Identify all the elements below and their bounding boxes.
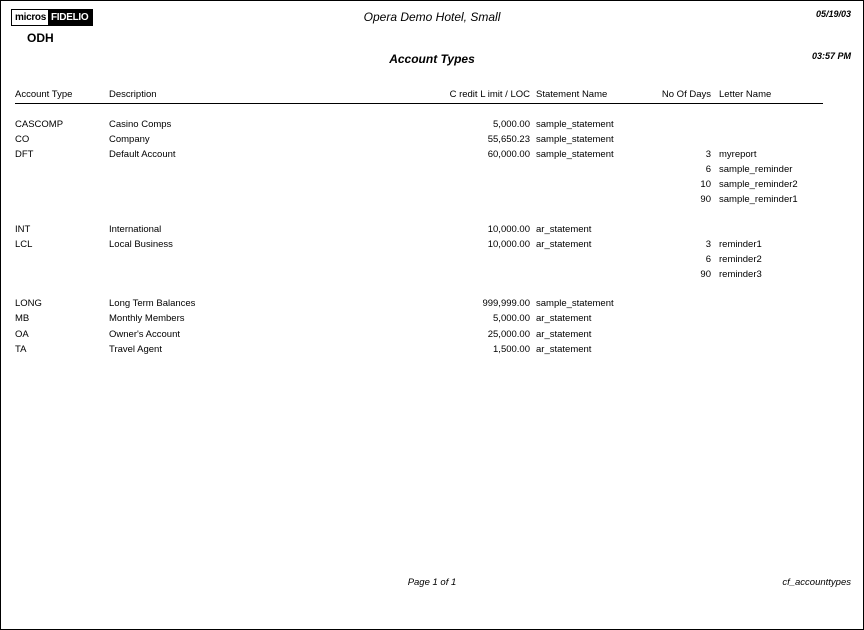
cell-description: Owner's Account	[109, 329, 180, 340]
table-row	[15, 134, 823, 149]
table-row	[15, 344, 823, 359]
cell-statement-name: ar_statement	[536, 329, 592, 340]
cell-account-type: DFT	[15, 149, 34, 160]
hotel-name: Opera Demo Hotel, Small	[363, 10, 501, 24]
cell-letter-name: reminder2	[719, 254, 762, 265]
column-header-statement-name: Statement Name	[536, 89, 608, 100]
print-time: 03:57 PM	[811, 51, 851, 61]
cell-statement-name: ar_statement	[536, 239, 592, 250]
cell-no-of-days: 6	[705, 254, 711, 265]
cell-statement-name: ar_statement	[536, 313, 592, 324]
cell-no-of-days: 10	[700, 179, 711, 190]
cell-letter-name: sample_reminder	[719, 164, 793, 175]
table-row	[15, 119, 823, 134]
table-row	[15, 313, 823, 328]
column-header-no-of-days: No Of Days	[661, 89, 711, 100]
table-row	[15, 269, 823, 284]
table-row	[15, 298, 823, 313]
print-date: 05/19/03	[815, 9, 851, 19]
cell-account-type: CO	[15, 134, 30, 145]
cell-statement-name: sample_statement	[536, 119, 614, 130]
column-header-description: Description	[109, 89, 157, 100]
table-header-row	[15, 89, 823, 103]
cell-description: Monthly Members	[109, 313, 185, 324]
table-row	[15, 329, 823, 344]
cell-credit-limit: 1,500.00	[493, 344, 530, 355]
cell-credit-limit: 10,000.00	[487, 224, 530, 235]
cell-no-of-days: 90	[700, 194, 711, 205]
cell-account-type: OA	[15, 329, 29, 340]
column-header-account-type: Account Type	[15, 89, 73, 100]
cell-description: Casino Comps	[109, 119, 172, 130]
cell-letter-name: sample_reminder1	[719, 194, 798, 205]
logo-micros-text: micros	[15, 12, 46, 23]
page-number: Page 1 of 1	[407, 577, 457, 588]
cell-credit-limit: 10,000.00	[487, 239, 530, 250]
cell-description: International	[109, 224, 162, 235]
page-title: Account Types	[389, 52, 475, 66]
column-header-credit-limit: C redit L imit / LOC	[449, 89, 530, 100]
table-row	[15, 164, 823, 179]
cell-credit-limit: 25,000.00	[487, 329, 530, 340]
cell-no-of-days: 90	[700, 269, 711, 280]
cell-description: Travel Agent	[109, 344, 162, 355]
account-types-table	[15, 89, 823, 359]
cell-description: Company	[109, 134, 150, 145]
cell-credit-limit: 60,000.00	[487, 149, 530, 160]
cell-statement-name: ar_statement	[536, 224, 592, 235]
cell-statement-name: sample_statement	[536, 134, 614, 145]
logo-fidelio-text: FIDELIO	[48, 10, 92, 25]
cell-account-type: LONG	[15, 298, 42, 309]
table-row	[15, 149, 823, 164]
cell-statement-name: sample_statement	[536, 298, 614, 309]
column-header-letter-name: Letter Name	[719, 89, 772, 100]
cell-letter-name: sample_reminder2	[719, 179, 798, 190]
cell-description: Local Business	[109, 239, 173, 250]
cell-credit-limit: 999,999.00	[482, 298, 530, 309]
cell-statement-name: ar_statement	[536, 344, 592, 355]
cell-letter-name: reminder3	[719, 269, 762, 280]
cell-account-type: LCL	[15, 239, 33, 250]
table-row	[15, 194, 823, 209]
cell-no-of-days: 3	[705, 239, 711, 250]
table-row	[15, 224, 823, 239]
table-row	[15, 239, 823, 254]
cell-letter-name: reminder1	[719, 239, 762, 250]
table-row	[15, 179, 823, 194]
cell-account-type: CASCOMP	[15, 119, 64, 130]
cell-account-type: MB	[15, 313, 30, 324]
cell-account-type: TA	[15, 344, 27, 355]
cell-account-type: INT	[15, 224, 31, 235]
table-body	[15, 119, 823, 359]
cell-letter-name: myreport	[719, 149, 757, 160]
cell-credit-limit: 55,650.23	[487, 134, 530, 145]
cell-statement-name: sample_statement	[536, 149, 614, 160]
cell-description: Default Account	[109, 149, 176, 160]
cell-no-of-days: 3	[705, 149, 711, 160]
cell-description: Long Term Balances	[109, 298, 196, 309]
cell-credit-limit: 5,000.00	[493, 119, 530, 130]
report-id: cf_accounttypes	[782, 577, 851, 588]
table-row	[15, 254, 823, 269]
cell-no-of-days: 6	[705, 164, 711, 175]
cell-credit-limit: 5,000.00	[493, 313, 530, 324]
header-rule	[15, 103, 823, 104]
property-code: ODH	[27, 31, 54, 45]
